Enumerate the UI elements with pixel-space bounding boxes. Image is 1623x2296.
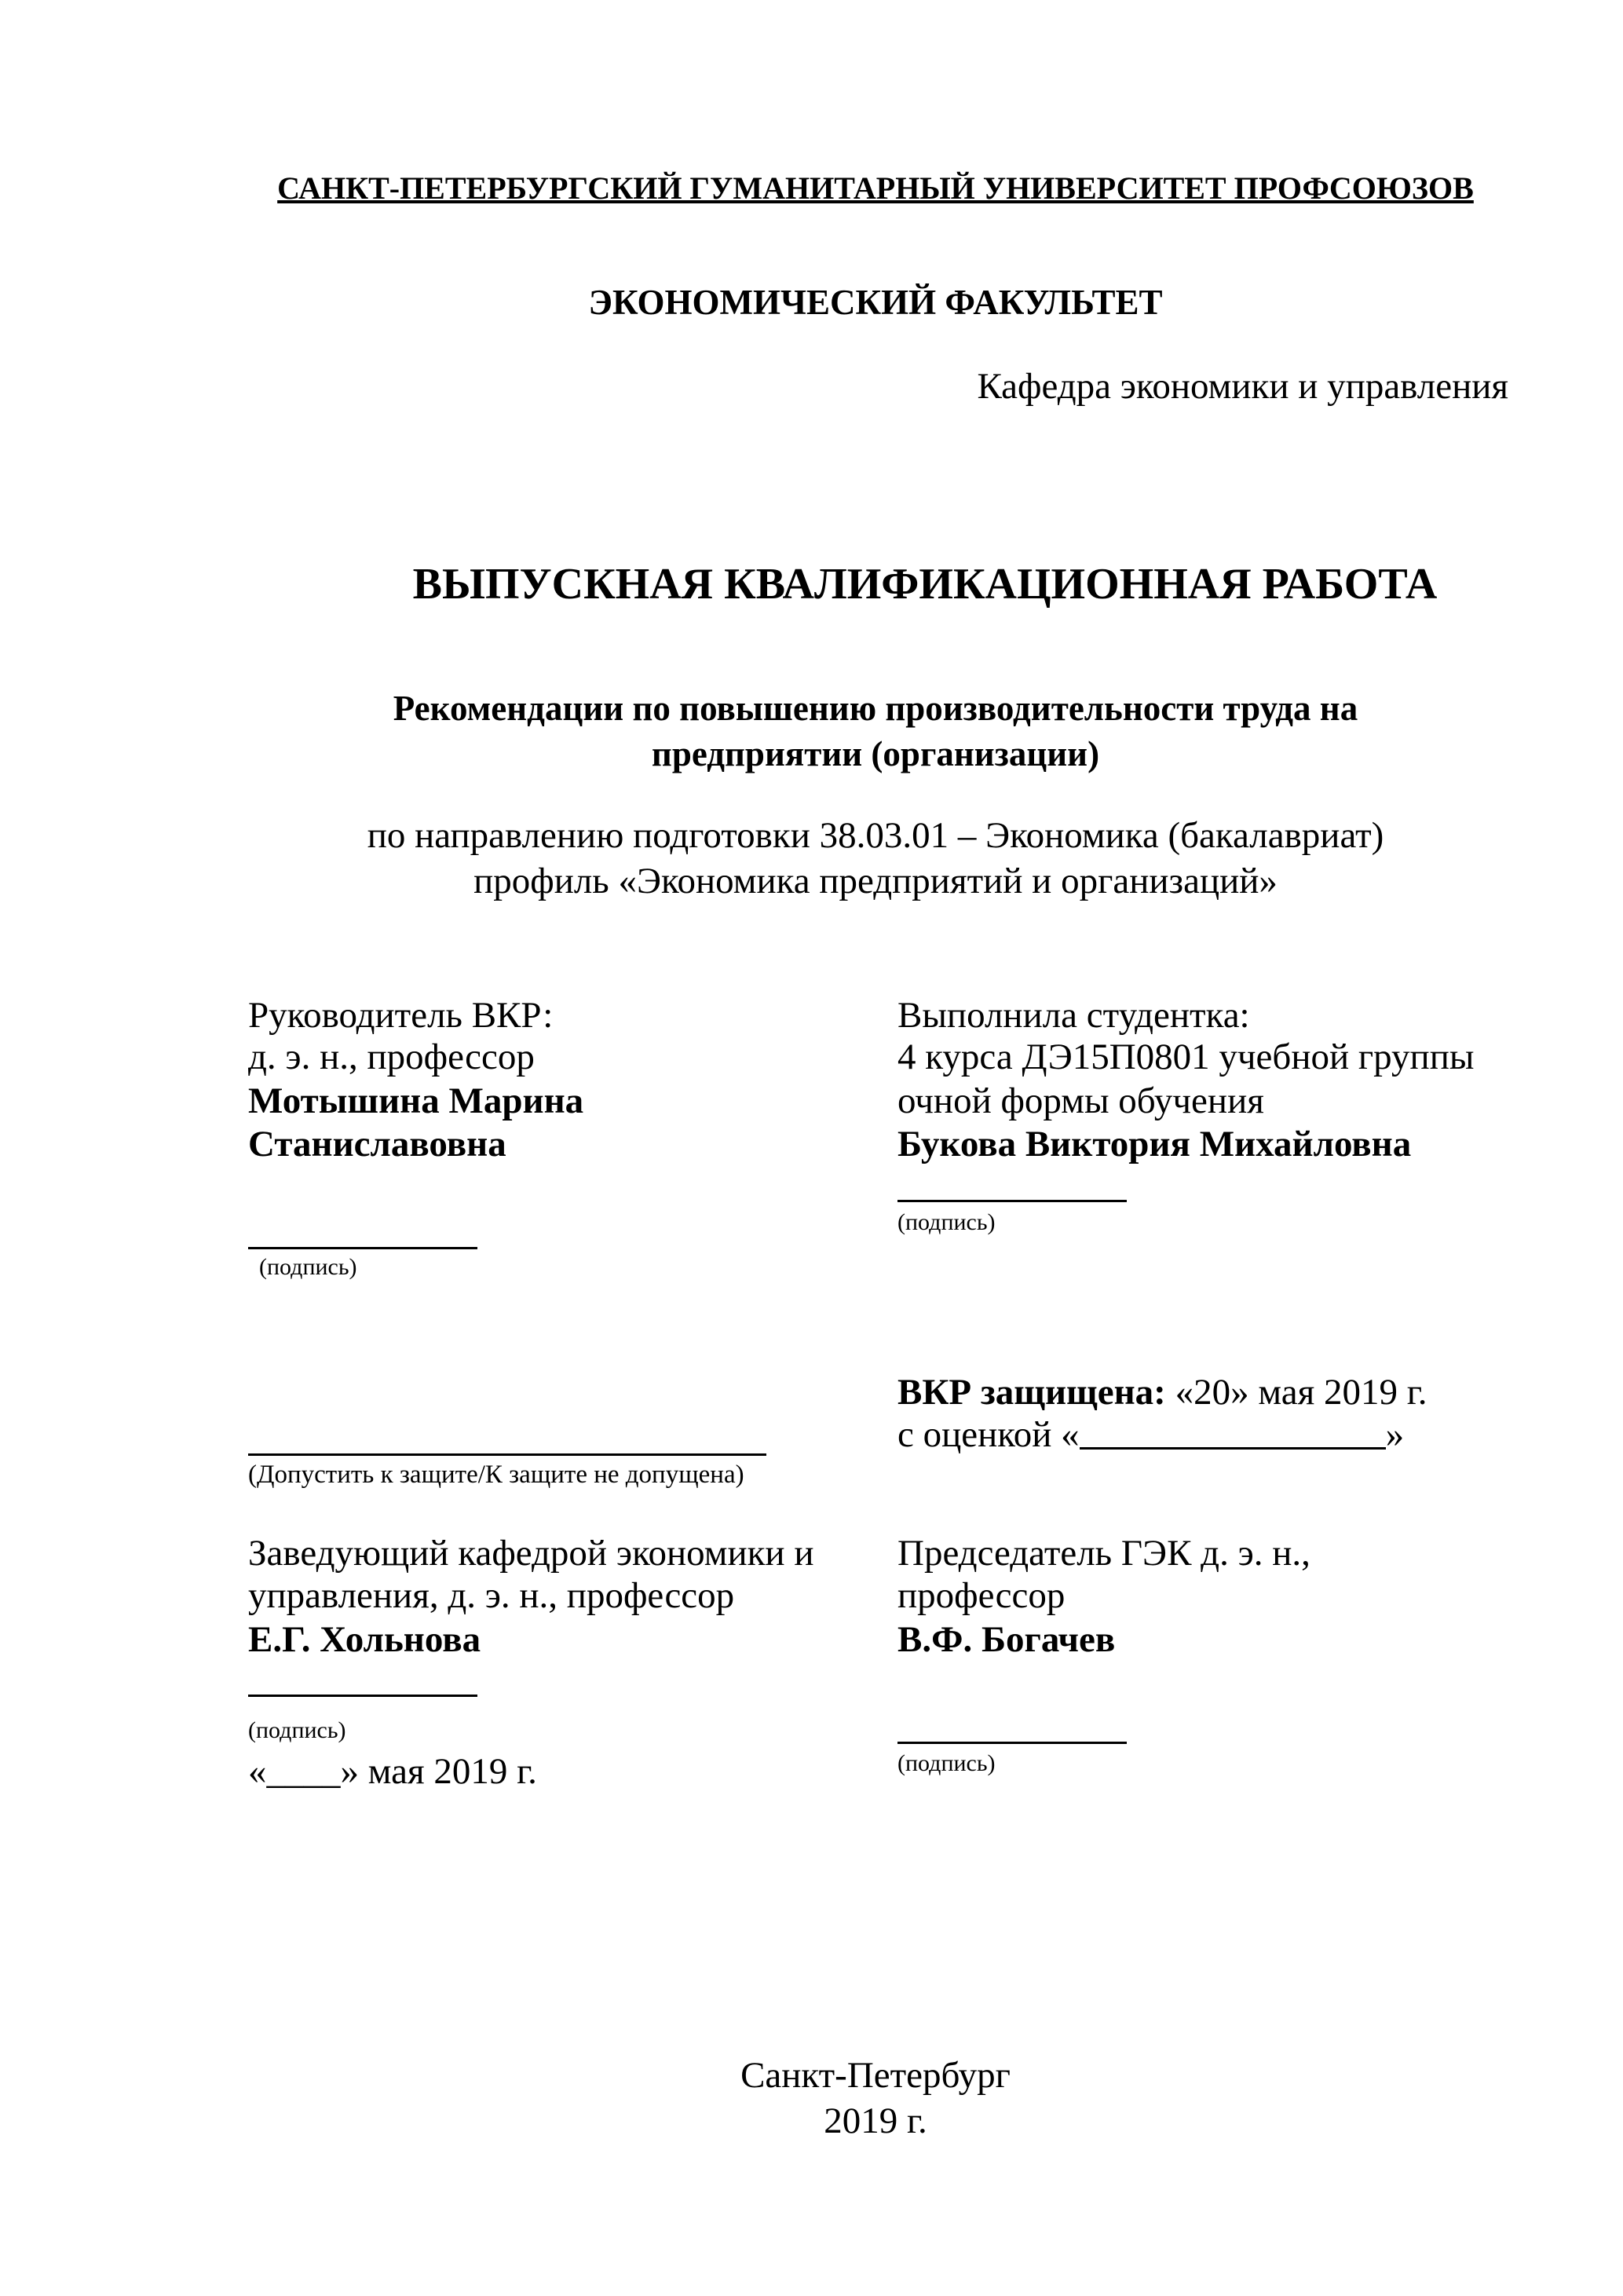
supervisor-name-1: Мотышина Марина [248, 1080, 584, 1121]
head-line-1: Заведующий кафедрой экономики и [248, 1533, 814, 1574]
student-name: Букова Виктория Михайловна [897, 1124, 1412, 1164]
student-form: очной формы обучения [897, 1080, 1264, 1121]
supervisor-name-2: Станиславовна [248, 1124, 506, 1164]
student-signature-caption: (подпись) [897, 1209, 996, 1235]
student-label: Выполнила студентка: [897, 995, 1250, 1036]
head-date: «____» мая 2019 г. [248, 1751, 537, 1792]
head-signature-caption: (подпись) [248, 1717, 346, 1743]
defense-grade: с оценкой « » [897, 1414, 1405, 1455]
chairman-line-2: профессор [897, 1575, 1066, 1616]
supervisor-signature-caption: (подпись) [259, 1254, 357, 1280]
faculty-name: ЭКОНОМИЧЕСКИЙ ФАКУЛЬТЕТ [588, 283, 1163, 322]
chairman-name: В.Ф. Богачев [897, 1619, 1116, 1660]
chairman-signature-caption: (подпись) [897, 1750, 996, 1776]
student-signature-line [897, 1200, 1127, 1202]
chairman-signature-line [897, 1742, 1127, 1744]
direction-line-1: по направлению подготовки 38.03.01 – Экономика (бакалавриат) [367, 815, 1384, 856]
supervisor-label: Руководитель ВКР: [248, 995, 554, 1036]
head-name: Е.Г. Хольнова [248, 1619, 481, 1660]
city: Санкт-Петербург [740, 2055, 1011, 2096]
document-title: ВЫПУСКНАЯ КВАЛИФИКАЦИОННАЯ РАБОТА [412, 560, 1438, 609]
topic-line-2: предприятии (организации) [651, 734, 1100, 773]
department-name: Кафедра экономики и управления [977, 366, 1508, 407]
direction-line-2: профиль «Экономика предприятий и организаций» [473, 861, 1278, 901]
head-line-2: управления, д. э. н., профессор [248, 1575, 735, 1616]
year: 2019 г. [824, 2100, 927, 2141]
chairman-line-1: Председатель ГЭК д. э. н., [897, 1533, 1310, 1574]
admission-caption: (Допустить к защите/К защите не допущена) [248, 1461, 744, 1489]
admission-line [248, 1453, 766, 1456]
grade-blank [1080, 1413, 1386, 1450]
student-group: 4 курса ДЭ15П0801 учебной группы [897, 1036, 1475, 1077]
head-signature-line [248, 1695, 477, 1697]
university-name: САНКТ-ПЕТЕРБУРГСКИЙ ГУМАНИТАРНЫЙ УНИВЕРСИТЕТ ПРОФСОЮЗОВ [277, 170, 1474, 206]
supervisor-degree: д. э. н., профессор [248, 1036, 535, 1077]
supervisor-signature-line [248, 1247, 477, 1249]
topic-line-1: Рекомендации по повышению производительности труда на [393, 689, 1358, 728]
defense-status: ВКР защищена: «20» мая 2019 г. [897, 1372, 1427, 1413]
